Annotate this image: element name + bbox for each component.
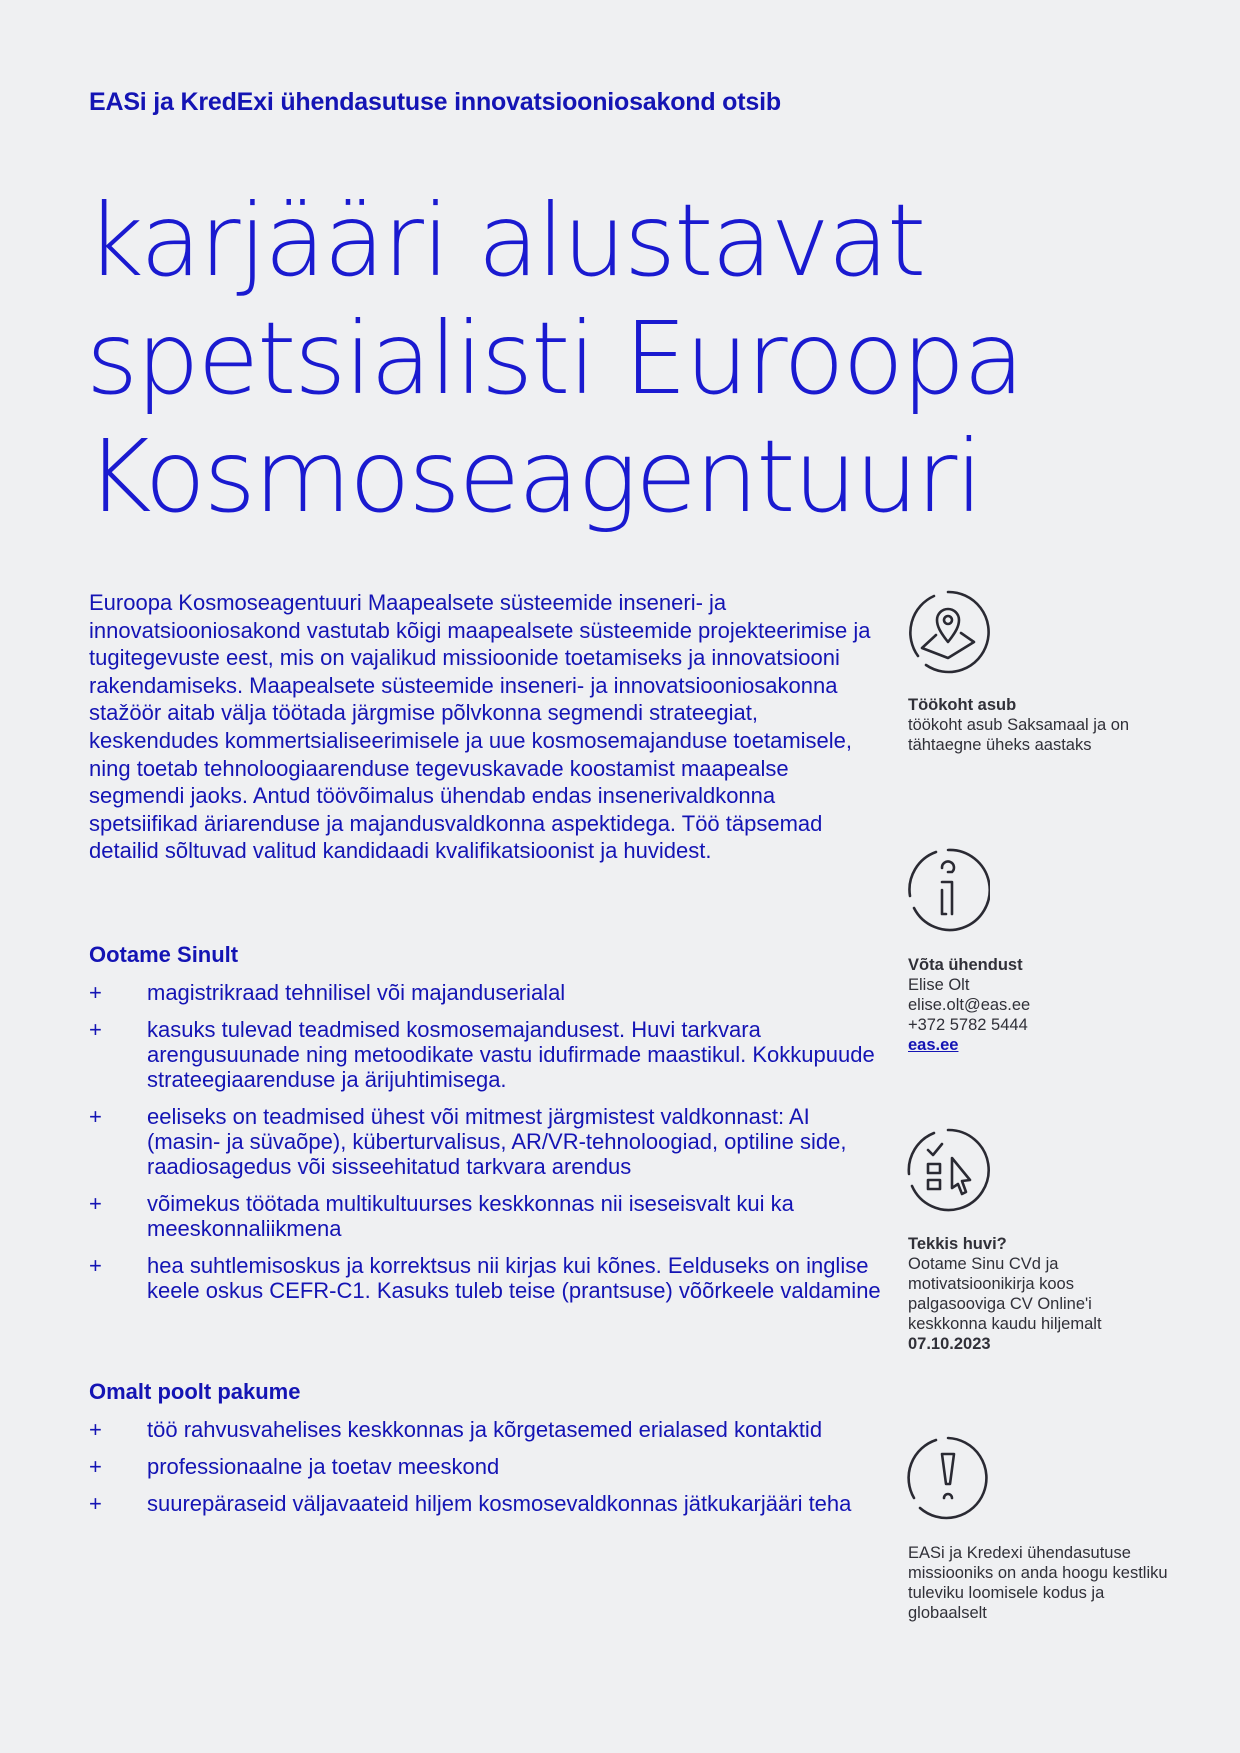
location-text: töökoht asub Saksamaal ja on tähtaegne üheks aastaks <box>908 716 1130 754</box>
list-item: + kasuks tulevad teadmised kosmosemajandusest. Huvi tarkvara arengusuunade ning metoodikate vastu idufirmade maastikul. Kokkupuude strateegiaarenduse ja ärijuhtimisega. <box>89 1017 875 1092</box>
plus-bullet: + <box>89 1491 102 1516</box>
list-item: + eeliseks on teadmised ühest või mitmest järgmistest valdkonnast: AI (masin- ja süvaõpe), küberturvalisus, AR/VR-tehnoloogiad, optiline side, raadiosagedus või sisseehitatud tarkvara arendus <box>89 1104 847 1179</box>
website-link[interactable]: eas.ee <box>908 1036 959 1054</box>
checklist-cursor-icon <box>906 1128 990 1212</box>
headline-line-1: karjääri alustavat <box>86 182 925 299</box>
list-item: + suurepäraseid väljavaateid hiljem kosmosevaldkonnas jätkukarjääri teha <box>89 1491 852 1516</box>
exclamation-icon <box>906 1436 990 1520</box>
requirements-title: Ootame Sinult <box>89 942 239 967</box>
plus-bullet: + <box>89 1104 102 1129</box>
offer-title: Omalt poolt pakume <box>89 1379 301 1404</box>
location-label: Töökoht asub <box>908 696 1017 714</box>
plus-bullet: + <box>89 1253 102 1278</box>
contact-email[interactable]: elise.olt@eas.ee <box>908 996 1031 1014</box>
plus-bullet: + <box>89 1454 102 1479</box>
kicker: EASi ja KredExi ühendasutuse innovatsiooniosakond otsib <box>89 88 781 116</box>
list-item: + hea suhtlemisoskus ja korrektsus nii kirjas kui kõnes. Eelduseks on inglise keele oskus CEFR-C1. Kasuks tuleb teise (prantsuse) võõrkeele valdamine <box>89 1253 881 1303</box>
plus-bullet: + <box>89 1417 102 1442</box>
mission-text: EASi ja Kredexi ühendasutuse missiooniks on anda hoogu kestliku tuleviku loomisele kodus ja globaalselt <box>908 1544 1168 1622</box>
info-icon <box>906 848 990 932</box>
plus-bullet: + <box>89 980 102 1005</box>
page-title <box>86 182 1066 536</box>
offer-list <box>89 1417 889 1528</box>
location-pin-icon <box>906 590 990 674</box>
headline-line-2: spetsialisti Euroopa <box>86 300 1023 417</box>
list-item: + töö rahvusvahelises keskkonnas ja kõrgetasemed erialased kontaktid <box>89 1417 823 1442</box>
list-item: + professionaalne ja toetav meeskond <box>89 1454 500 1479</box>
apply-label: Tekkis huvi? <box>908 1235 1007 1253</box>
intro-paragraph: Euroopa Kosmoseagentuuri Maapealsete süsteemide inseneri- ja innovatsiooniosakond vastutab kõigi maapealsete süsteemide projekteerimise ja tugitegevuste eest, mis on vajalikud missioonide toetamiseks ja innovatsiooni rakendamiseks. Maapealsete süsteemide inseneri- ja innovatsiooniosakonna stažöör aitab välja töötada järgmise põlvkonna segmendi strateegiat, keskendudes kommertsialiseerimisele ja uue kosmosemajanduse toetamisele, ning toetab tehnoloogiaarenduse tegevuskavade koostamist maapealse segmendi jaoks. Antud töövõimalus ühendab endas insenerivaldkonna spetsiifikad äriarenduse ja majandusvaldkonna aspektidega. Töö täpsemad detailid sõltuvad valitud kandidaadi kvalifikatsioonist ja huvidest. <box>89 590 871 864</box>
mission-info <box>908 1543 1168 1623</box>
contact-name: Elise Olt <box>908 976 970 994</box>
apply-text: Ootame Sinu CVd ja motivatsioonikirja koos palgasooviga CV Online'i keskkonna kaudu hiljemalt <box>908 1255 1102 1333</box>
headline-line-3: Kosmoseagentuuri <box>86 418 982 535</box>
requirements-list <box>89 980 889 1315</box>
list-item: + magistrikraad tehnilisel või majanduserialal <box>89 980 566 1005</box>
contact-label: Võta ühendust <box>908 956 1023 974</box>
plus-bullet: + <box>89 1191 102 1216</box>
location-info <box>908 695 1168 755</box>
plus-bullet: + <box>89 1017 102 1042</box>
contact-phone[interactable]: +372 5782 5444 <box>908 1016 1028 1034</box>
apply-info <box>908 1234 1168 1354</box>
list-item: + võimekus töötada multikultuurses keskkonnas nii iseseisvalt kui ka meeskonnaliikmena <box>89 1191 794 1241</box>
contact-info <box>908 955 1168 1055</box>
apply-deadline: 07.10.2023 <box>908 1335 991 1353</box>
